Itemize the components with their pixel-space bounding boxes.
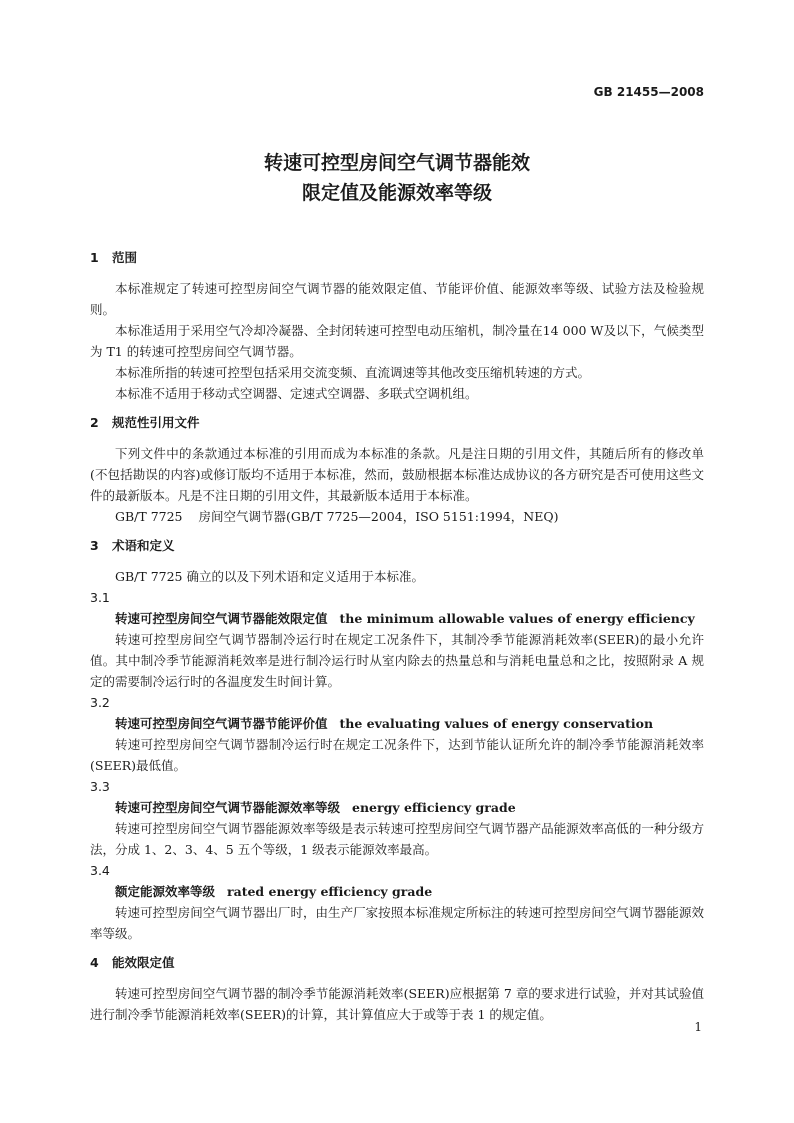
term-number: 3.4 [90,863,110,878]
section-title: 能效限定值 [112,955,175,970]
paragraph: 本标准适用于采用空气冷却冷凝器、全封闭转速可控型电动压缩机，制冷量在14 000 W及以下，气候类型为 T1 的转速可控型房间空气调节器。 [90,323,704,359]
term-en: rated energy efficiency grade [227,884,433,899]
term-definition: 转速可控型房间空气调节器制冷运行时在规定工况条件下，其制冷季节能源消耗效率(SEER)的最小允许值。其中制冷季节能源消耗效率是进行制冷运行时从室内除去的热量总和与消耗电量总和之比，按照附录 A 规定的需要制冷运行时的各温度发生时间计算。 [90,632,704,689]
term-heading [90,608,704,629]
term-number: 3.2 [90,695,110,710]
term-cn: 额定能源效率等级 [115,884,216,899]
paragraph: 本标准不适用于移动式空调器、定速式空调器、多联式空调机组。 [115,386,478,401]
section-heading-1 [90,247,704,268]
section-number: 4 [90,955,99,970]
section-title: 范围 [112,250,138,265]
document-title [0,148,794,208]
section-title: 规范性引用文件 [112,415,200,430]
section-number: 2 [90,415,99,430]
normative-reference [90,506,704,527]
document-body [90,247,704,1025]
term-definition: 转速可控型房间空气调节器能源效率等级是表示转速可控型房间空气调节器产品能源效率高低的一种分级方法，分成 1、2、3、4、5 五个等级，1 级表示能源效率最高。 [90,821,704,857]
paragraph: 本标准所指的转速可控型包括采用交流变频、直流调速等其他改变压缩机转速的方式。 [115,365,591,380]
page-number: 1 [694,1020,702,1034]
section-number: 1 [90,250,99,265]
section-heading-2 [90,412,704,433]
standard-code: GB 21455—2008 [593,85,704,99]
section-title: 术语和定义 [112,538,175,553]
term-definition: 转速可控型房间空气调节器出厂时，由生产厂家按照本标准规定所标注的转速可控型房间空气调节器能源效率等级。 [90,905,704,941]
term-number: 3.1 [90,590,110,605]
term-en: the minimum allowable values of energy efficiency [339,611,695,626]
section-heading-4 [90,952,704,973]
term-en: the evaluating values of energy conservation [339,716,654,731]
term-en: energy efficiency grade [352,800,516,815]
paragraph: GB/T 7725 确立的以及下列术语和定义适用于本标准。 [115,569,424,584]
term-cn: 转速可控型房间空气调节器能效限定值 [115,611,328,626]
paragraph: 转速可控型房间空气调节器的制冷季节能源消耗效率(SEER)应根据第 7 章的要求进行试验，并对其试验值进行制冷季节能源消耗效率(SEER)的计算，其计算值应大于或等于表 1 的规定值。 [90,986,704,1022]
section-number: 3 [90,538,99,553]
term-cn: 转速可控型房间空气调节器节能评价值 [115,716,328,731]
reference-title: 房间空气调节器(GB/T 7725—2004，ISO 5151:1994，NEQ) [198,509,559,524]
paragraph: 本标准规定了转速可控型房间空气调节器的能效限定值、节能评价值、能源效率等级、试验方法及检验规则。 [90,281,704,317]
term-heading [90,797,704,818]
reference-code: GB/T 7725 [115,509,183,524]
paragraph: 下列文件中的条款通过本标准的引用而成为本标准的条款。凡是注日期的引用文件，其随后所有的修改单(不包括勘误的内容)或修订版均不适用于本标准，然而，鼓励根据本标准达成协议的各方研究是否可使用这些文件的最新版本。凡是不注日期的引用文件，其最新版本适用于本标准。 [90,446,704,503]
term-heading [90,713,704,734]
title-line-1: 转速可控型房间空气调节器能效 [263,152,530,174]
term-cn: 转速可控型房间空气调节器能源效率等级 [115,800,341,815]
term-heading [90,881,704,902]
section-heading-3 [90,535,704,556]
term-number: 3.3 [90,779,110,794]
title-line-2: 限定值及能源效率等级 [301,182,492,204]
term-definition: 转速可控型房间空气调节器制冷运行时在规定工况条件下，达到节能认证所允许的制冷季节能源消耗效率(SEER)最低值。 [90,737,704,773]
